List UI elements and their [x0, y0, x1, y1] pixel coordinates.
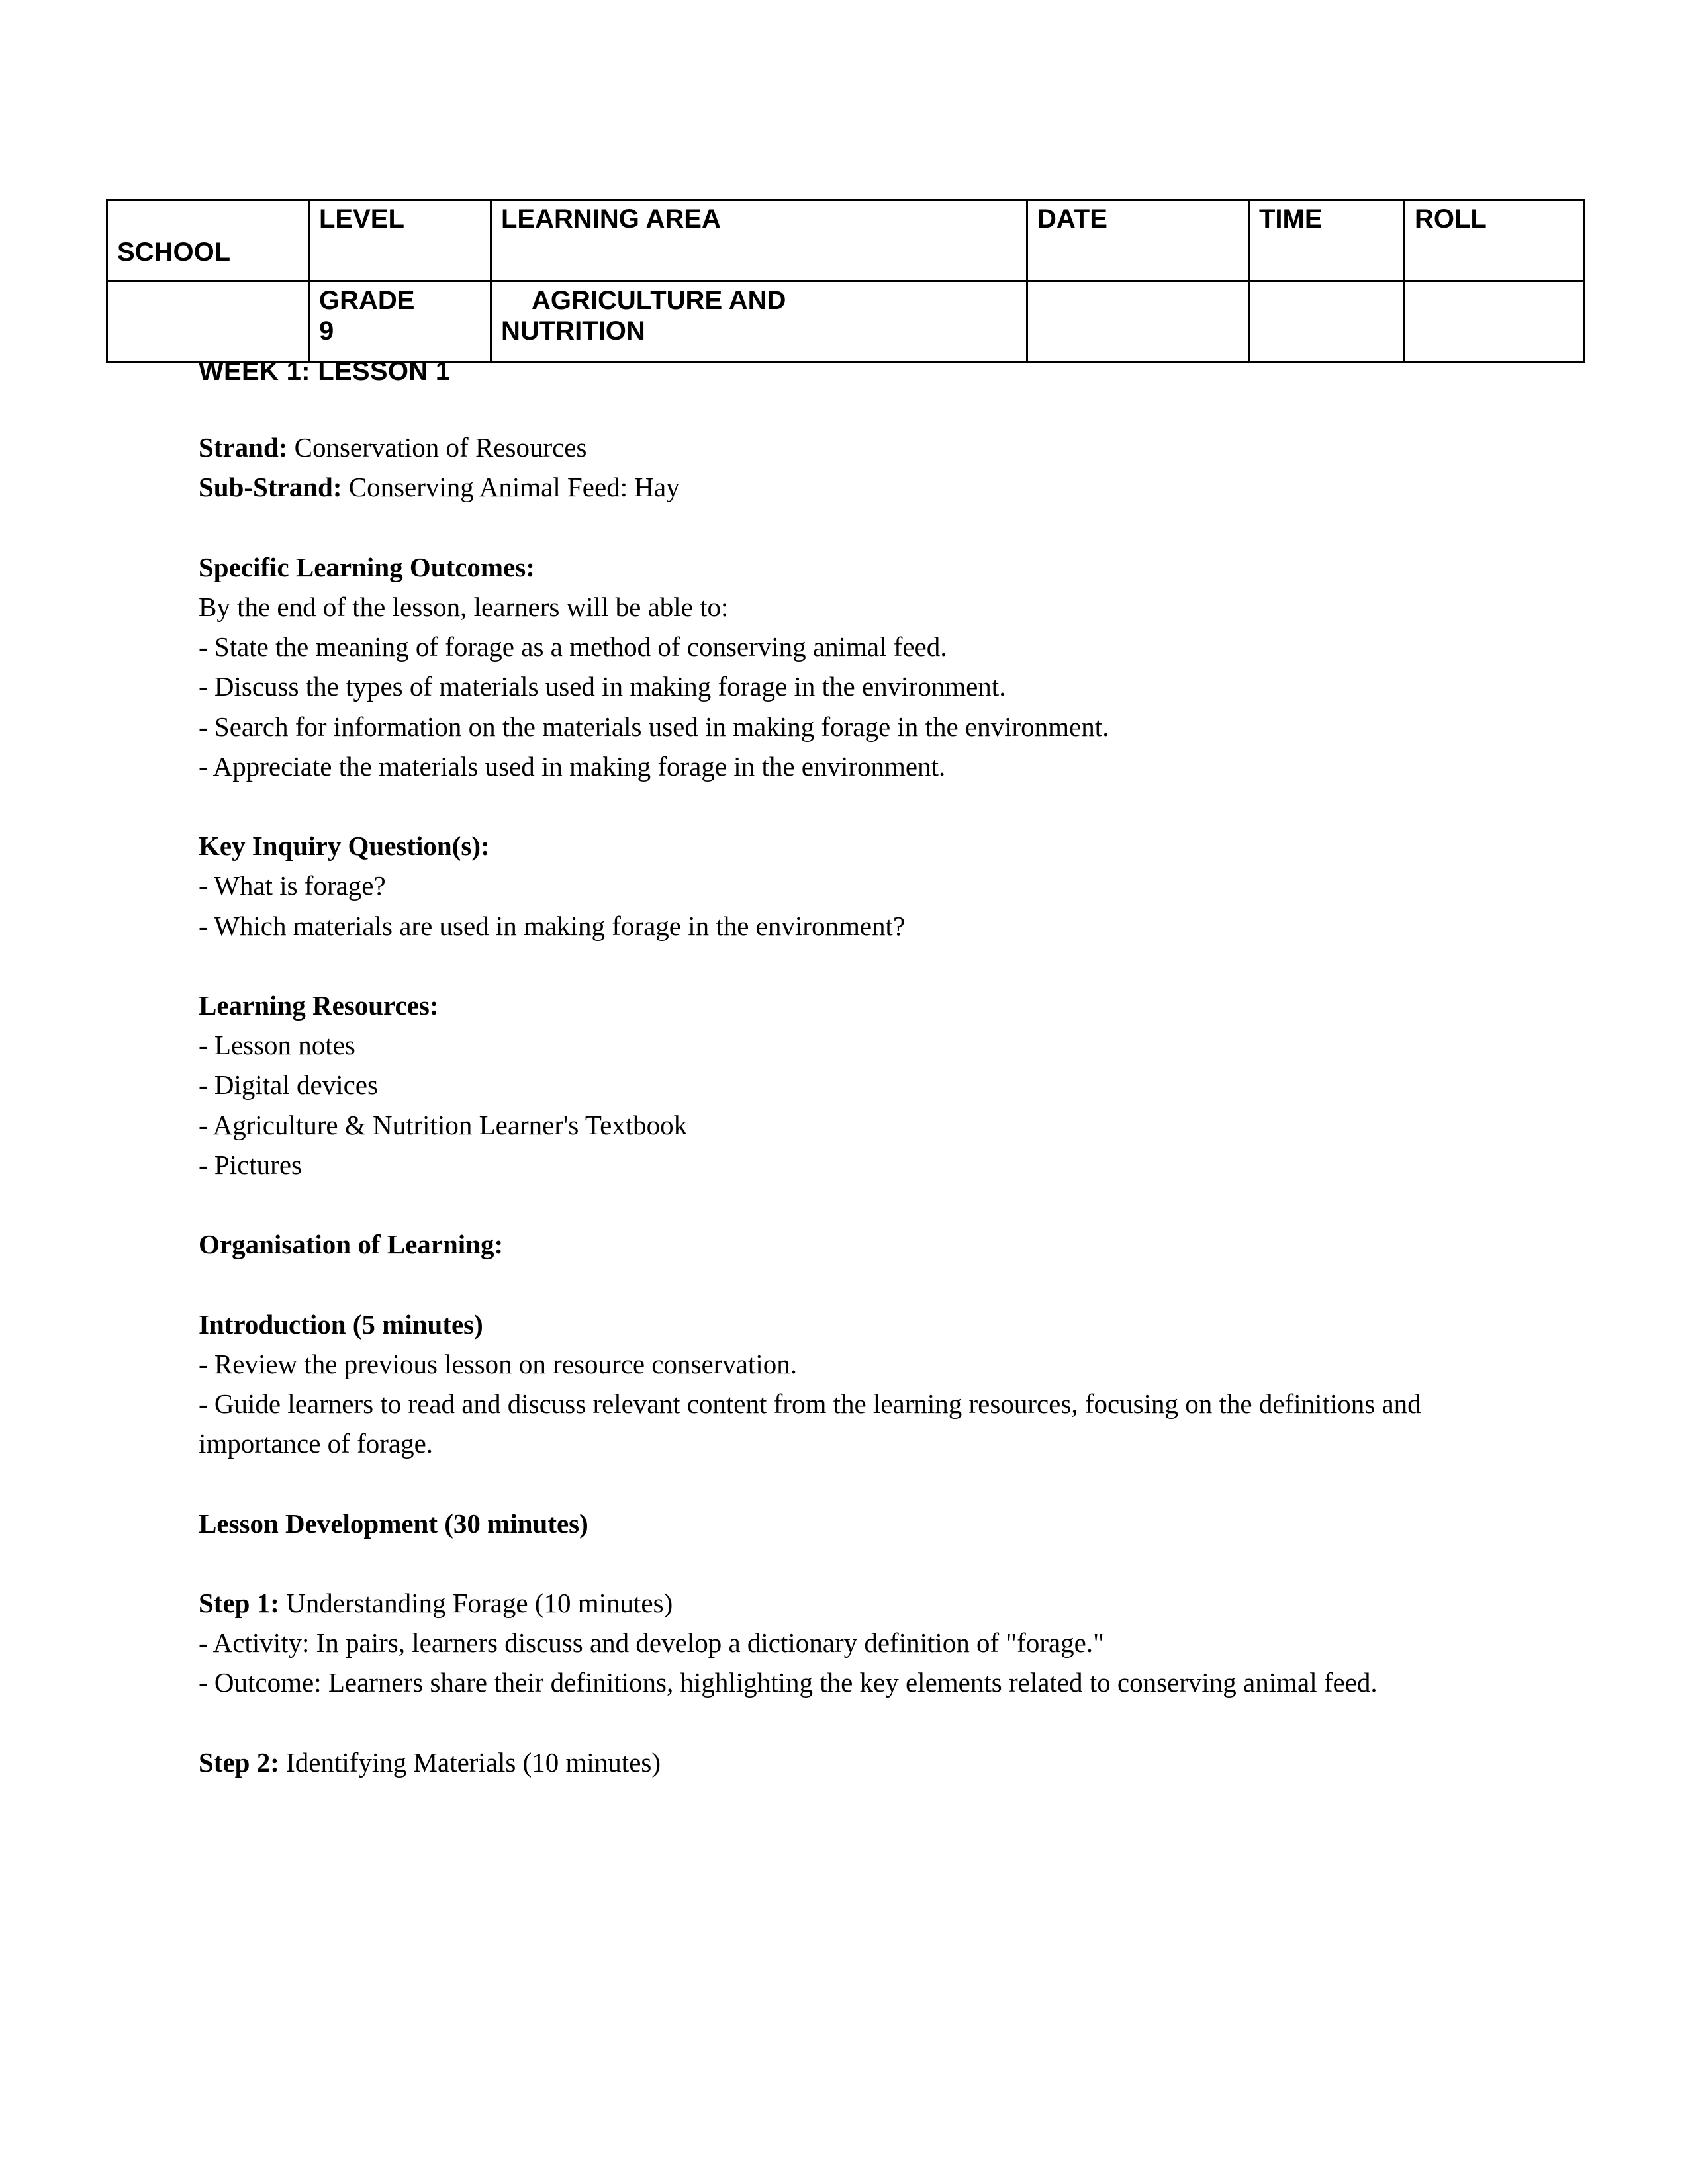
- spacer: [199, 1265, 1479, 1304]
- spacer: [199, 1703, 1479, 1743]
- list-item: - Which materials are used in making forage in the environment?: [199, 910, 906, 941]
- cell-school-header: [107, 200, 309, 281]
- learning-area-value-line2: NUTRITION: [501, 316, 645, 345]
- cell-date-header: [1027, 200, 1249, 281]
- table-row-values: [107, 281, 1584, 363]
- list-item: - Pictures: [199, 1149, 302, 1180]
- time-value: [1250, 282, 1403, 290]
- time-header-label: TIME: [1259, 205, 1323, 234]
- introduction-heading: Introduction (5 minutes): [199, 1308, 483, 1340]
- specific-learning-outcomes-heading: Specific Learning Outcomes:: [199, 551, 535, 582]
- date-value: [1028, 282, 1248, 290]
- learning-resources-heading: Learning Resources:: [199, 989, 439, 1021]
- step-2-label: Step 2:: [199, 1747, 279, 1778]
- step-2-value: Identifying Materials (10 minutes): [279, 1747, 661, 1778]
- spacer: [199, 1185, 1479, 1224]
- roll-header-label: ROLL: [1415, 205, 1487, 234]
- lesson-plan-body: [199, 356, 1479, 1782]
- level-header-label: LEVEL: [319, 205, 404, 234]
- list-item: - What is forage?: [199, 870, 386, 901]
- cell-learning-area-header: [491, 200, 1027, 281]
- school-header-label: SCHOOL: [117, 238, 231, 267]
- learning-area-value-line1: AGRICULTURE AND: [532, 286, 786, 315]
- step-1-label: Step 1:: [199, 1587, 279, 1618]
- spacer: [199, 387, 1479, 428]
- step-1-line: [199, 1583, 1479, 1623]
- list-item: - Search for information on the materials used in making forage in the environment.: [199, 711, 1109, 742]
- cell-roll-value[interactable]: [1405, 281, 1584, 363]
- week-lesson-title: WEEK 1: LESSON 1: [199, 357, 451, 386]
- sub-strand-line: [199, 467, 1479, 507]
- strand-label: Strand:: [199, 432, 288, 463]
- learning-area-header-label: LEARNING AREA: [501, 205, 721, 234]
- list-item: - State the meaning of forage as a method of conserving animal feed.: [199, 631, 947, 662]
- spacer: [199, 946, 1479, 985]
- table-row-headers: [107, 200, 1584, 281]
- cell-school-value[interactable]: [107, 281, 309, 363]
- cell-date-value[interactable]: [1027, 281, 1249, 363]
- spacer: [199, 1464, 1479, 1504]
- organisation-of-learning-heading: Organisation of Learning:: [199, 1229, 504, 1260]
- outcomes-intro: By the end of the lesson, learners will be able to:: [199, 591, 729, 622]
- list-item: - Appreciate the materials used in making forage in the environment.: [199, 751, 946, 782]
- roll-value: [1405, 282, 1583, 290]
- cell-time-header: [1249, 200, 1405, 281]
- spacer: [199, 508, 1479, 547]
- list-item: - Guide learners to read and discuss relevant content from the learning resources, focusing on the definitions and importance of forage.: [199, 1388, 1421, 1459]
- lesson-header-table: [106, 199, 1585, 363]
- key-inquiry-questions-heading: Key Inquiry Question(s):: [199, 831, 490, 862]
- lesson-header-table-container: [106, 199, 1583, 363]
- list-item: - Activity: In pairs, learners discuss and develop a dictionary definition of "forage.": [199, 1627, 1104, 1659]
- strand-line: [199, 428, 1479, 467]
- cell-time-value[interactable]: [1249, 281, 1405, 363]
- cell-level-value[interactable]: [309, 281, 491, 363]
- list-item: - Review the previous lesson on resource conservation.: [199, 1348, 798, 1379]
- cell-learning-area-value[interactable]: [491, 281, 1027, 363]
- level-value-line2: 9: [319, 316, 334, 345]
- list-item: - Digital devices: [199, 1069, 378, 1101]
- school-value: [108, 282, 308, 290]
- spacer: [199, 786, 1479, 826]
- list-item: - Agriculture & Nutrition Learner's Textbook: [199, 1109, 688, 1140]
- step-2-line: [199, 1743, 1479, 1782]
- list-item: - Lesson notes: [199, 1030, 355, 1061]
- strand-value: Conservation of Resources: [287, 432, 587, 463]
- cell-level-header: [309, 200, 491, 281]
- list-item: - Discuss the types of materials used in making forage in the environment.: [199, 671, 1006, 702]
- lesson-development-heading: Lesson Development (30 minutes): [199, 1508, 588, 1539]
- sub-strand-value: Conserving Animal Feed: Hay: [342, 472, 680, 503]
- spacer: [199, 1543, 1479, 1583]
- step-1-value: Understanding Forage (10 minutes): [279, 1587, 673, 1618]
- level-value-line1: GRADE: [319, 286, 415, 315]
- cell-roll-header: [1405, 200, 1584, 281]
- date-header-label: DATE: [1037, 205, 1107, 234]
- sub-strand-label: Sub-Strand:: [199, 472, 342, 503]
- list-item: - Outcome: Learners share their definitions, highlighting the key elements related to conserving animal feed.: [199, 1667, 1378, 1698]
